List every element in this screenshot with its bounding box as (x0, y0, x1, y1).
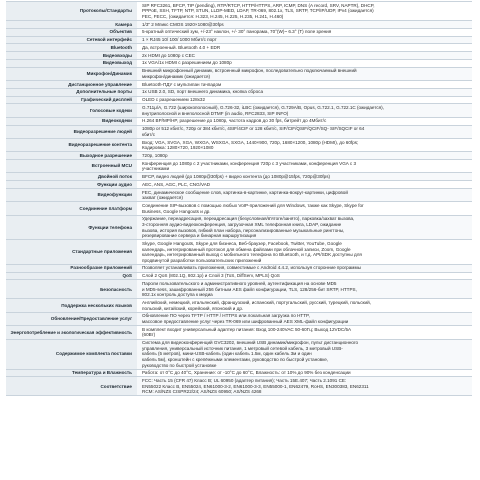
spec-label: Обновление/Предоставление услуг (6, 312, 137, 325)
spec-row (6, 369, 472, 377)
spec-label: Микрофон/Динамик (6, 67, 137, 80)
spec-value-line: BFCP, видео людей (до 1080p@30fps) + видео контента (до 1080p@15fps, 720p@30fps) (142, 174, 331, 180)
spec-row (6, 299, 472, 312)
spec-value-line: SIP RFC3261, BFCP, TIP (pending), RTP/RTCP, HTTP/HTTPS, ARP, ICMP, DNS (A record, SRV, NAPTR), DHCP, (142, 2, 375, 8)
spec-value (137, 377, 472, 396)
spec-value (137, 81, 472, 89)
spec-label: Видеофункции (6, 189, 137, 202)
spec-value (137, 36, 472, 44)
spec-value-line: 2x HDMI до 1080p с CEC (142, 52, 195, 58)
spec-value-line: Skype, Google Hangouts, Skype для бизнеса, Веб-браузер, Facebook, Twitter, YouTube, Google (142, 240, 342, 246)
spec-row (6, 152, 472, 160)
spec-value-line: 1/3" 2 Мпикс CMOS 1920×1080@30fps (142, 21, 224, 27)
spec-label: Выходное разрешение (6, 152, 137, 160)
spec-value (137, 326, 472, 339)
spec-label: Встроенный MCU (6, 160, 137, 173)
spec-value-line: (60Вт) (142, 332, 156, 338)
spec-value-line: кбит/с (142, 131, 155, 137)
spec-label: Безопасность (6, 280, 137, 299)
spec-row (6, 173, 472, 181)
spec-label: Содержимое комплекта поставки (6, 339, 137, 369)
spec-value (137, 369, 472, 377)
spec-row (6, 44, 472, 52)
spec-value (137, 189, 472, 202)
spec-value-line: 3-сторонняя аудио-видеоконференция, загрузочная XML телефонная книга, LDAP, ожидание (142, 221, 342, 227)
spec-value-line: 1 × RJ45 10/ 100/ 1000 Мбит/с порт (142, 37, 217, 43)
spec-label: Функции телефона (6, 215, 137, 240)
spec-value-line: Система для видеоконференций GVC3202, внешний USB динамик/микрофон, пульт дистанционного (142, 340, 359, 346)
spec-row (6, 339, 472, 369)
spec-value-line: В комплект входит универсальный адаптер питания: Вход 100-240VAC 50-60Гц; Выход 12VDC/5A (142, 326, 352, 332)
spec-value-line: Пароли пользовательского и административного уровней, аутентификация на основе MD5 (142, 281, 337, 287)
spec-label: Дистанционное управление (6, 81, 137, 89)
spec-label: Голосовые кодеки (6, 104, 137, 117)
spec-label: Видеовходы (6, 52, 137, 60)
spec-row (6, 36, 472, 44)
spec-value-line: и MD5-sess, зашифрованный 256 битным AES файл конфигурации, TLS, 128/256-бит SRTP, HTTPS, (142, 286, 357, 292)
spec-row (6, 138, 472, 151)
spec-row (6, 240, 472, 265)
spec-value-line: продвинутой разработки пользовательских приложений (142, 257, 262, 263)
spec-row (6, 264, 472, 272)
spec-row (6, 280, 472, 299)
spec-label: Сетевой интерфейс (6, 36, 137, 44)
spec-value (137, 59, 472, 67)
spec-value-line: кабель 5м), кронштейн с крепёжными элементами, руководство по быстрой установке, (142, 356, 329, 362)
spec-label: Температура и Влажность (6, 369, 137, 377)
spec-value (137, 240, 472, 265)
spec-row (6, 20, 472, 28)
spec-label: Протоколы/Стандарты (6, 2, 137, 21)
spec-label: Поддержка нескольких языков (6, 299, 137, 312)
spec-value (137, 272, 472, 280)
spec-value (137, 339, 472, 369)
spec-label: Объектив (6, 28, 137, 36)
spec-label: Видеоразрешение людей (6, 125, 137, 138)
spec-value-line: 1080p or 512 кбит/с, 720p or 384 кбит/с, 4SIF/4CIF or 128 кбит/с, SIF/CIF/QSIF/QCIF/SQ- SIF/SQCIF or 64 (142, 126, 365, 132)
spec-value-line: FEC, динамическое сообщение слов, картинка-в-картинке, картинка-вокруг-картинки, цифровой (142, 189, 348, 195)
spec-value-line: OLED с разрешением 128x32 (142, 97, 206, 103)
spec-value-line: 5-кратный оптический зум, +/-23° наклон, +/- 30° панорама, 70°(W)~ 6.3° (T) поле зрения (142, 29, 332, 35)
spec-value-line: Внешний микрофонный динамик, встроенный микрофон, последовательно подключаемый внешний (142, 68, 357, 74)
spec-value-line: Соединение SIP-вызовов с помощью любых VoIP-приложений для Windows, также как Skype, Skype for (142, 202, 364, 208)
spec-row (6, 81, 472, 89)
spec-value (137, 173, 472, 181)
spec-value-line: Кодировка: 1280×720, 1920×1080 (142, 145, 214, 151)
spec-value (137, 280, 472, 299)
spec-row (6, 189, 472, 202)
spec-row (6, 272, 472, 280)
spec-value (137, 312, 472, 325)
spec-row (6, 52, 472, 60)
spec-value-line: руководство по быстрой установке (142, 362, 217, 368)
spec-value-line: H.264 BP/MP/HP, разрешение до 1080p, частота кадров до 30 fps, битрейт до 4Мбит/с (142, 118, 327, 124)
spec-value (137, 181, 472, 189)
spec-value-line: Позволяет устанавливать приложения, совместимые с Android 4.4.2, используя сторонние программы (142, 265, 361, 271)
spec-table-body (6, 2, 472, 396)
spec-value-line: 1x USB 2.0, SD, порт внешнего динамика, кнопка сброса (142, 89, 264, 95)
spec-label: Функции аудио (6, 181, 137, 189)
spec-row (6, 96, 472, 104)
spec-value-line: Работа: от 0°C до 40°C, Хранение: от -10°C до 60°C, Влажность: от 10% до 90% без конденсации (142, 370, 351, 376)
spec-value-line: AEC, ANS, AGC, PLC, CNG/VAD (142, 181, 211, 187)
spec-value-line: RCM: AS/NZS CISPR22/24; AS/NZS 60950; AS/NZS 4268 (142, 389, 262, 395)
spec-label: Графический дисплей (6, 96, 137, 104)
spec-value (137, 299, 472, 312)
spec-table (6, 1, 472, 396)
spec-value (137, 264, 472, 272)
spec-value-line: G.711μ/A, G.722 (широкополосный), G.726-32, iLBC (ожидается), G.729A/B, Opus, G.722.1, G.722.1C (ожидается), (142, 104, 384, 110)
spec-label: Соединение платформ (6, 202, 137, 215)
spec-value-line: Удержание, переадресация, переадресация (безусловная/в'ятоге/занято), парковка/захват вызова, (142, 216, 355, 222)
spec-row (6, 181, 472, 189)
spec-value (137, 104, 472, 117)
spec-row (6, 202, 472, 215)
spec-row (6, 377, 472, 396)
spec-value-line: управления, универсальный источник питания, 1 метровый сетевой кабель, 3 метровый USB- (142, 345, 343, 351)
spec-row (6, 117, 472, 125)
spec-label: Соответствие (6, 377, 137, 396)
spec-value-line: EN55022 Класс B, EN55024, EN61000-3-2, EN61000-3-3, EN55000-1, EN62479, RoHS, EN300383, EN62311 (142, 383, 369, 389)
spec-value-line: кабель (5 метров), мини-USB-кабель (один кабель 1.5м, один кабель 3м и один (142, 351, 312, 357)
spec-label: Разнообразие приложений (6, 264, 137, 272)
spec-value (137, 28, 472, 36)
spec-value (137, 44, 472, 52)
spec-value (137, 117, 472, 125)
spec-row (6, 67, 472, 80)
spec-value-line: Английский, немецкий, итальянский, французский, испанский, португальский, русский, турецкий, польский, (142, 300, 371, 305)
spec-value (137, 125, 472, 138)
spec-value-line: FEC, FECC, (ожидается: H.323, H.245, H.225, H.235, H.241, H.460) (142, 13, 284, 19)
spec-label: QoS (6, 272, 137, 280)
spec-label: Стандартные приложения (6, 240, 137, 265)
spec-label: Камера (6, 20, 137, 28)
spec-value-line: Business, Google Hangouts и др. (142, 208, 211, 214)
spec-value-line: массовое предоставление услуг через TR-069 или шифрованный AES XML-файл конфигурации (142, 318, 349, 324)
spec-value-line: календарь, интегрированный протокол для обмена файлами при облачной записи, Zoom, Google (142, 246, 351, 252)
spec-row (6, 104, 472, 117)
spec-value-line: календарь, интегрированный выход с мобильного телефона по Bluetooth, и т.д. API/SDK доступны для (142, 252, 362, 258)
spec-value-line: 720p, 1080p (142, 152, 168, 158)
spec-value-line: микрофон/динамик (ожидается) (142, 73, 211, 79)
spec-value (137, 96, 472, 104)
spec-row (6, 2, 472, 21)
spec-value-line: FCC: Часть 15 (CFR 47) Класс B; UL 60950 (адаптер питания); Часть 15E.407; Часть 2.1091 CE: (142, 378, 347, 384)
spec-value-line: Обновление ПО через TFTP / HTTP / HTTPS или локальная загрузка по HTTP, (142, 313, 310, 319)
spec-label: Видеовыход (6, 59, 137, 67)
spec-value-line: Вход: VGA, SVGA, XGA, WXGA, WSXGA, SXGA, 1440×900, 720p, 1680×1200, 1080p (HDMI), до 60fps; (142, 139, 359, 145)
spec-row (6, 326, 472, 339)
spec-value-line: Bluetooth-ПДУ с мультипан тачпадом (142, 81, 222, 87)
spec-value-line: польский, китайский, корейский, японский и др. (142, 305, 244, 311)
spec-value (137, 67, 472, 80)
spec-value-line: 802.1x контроль доступа к медиа (142, 292, 213, 298)
spec-value (137, 52, 472, 60)
spec-value (137, 20, 472, 28)
spec-value (137, 160, 472, 173)
spec-row (6, 312, 472, 325)
spec-value-line: 1x VGA/1x HDMI с разрешением до 1080p (142, 60, 232, 66)
spec-label: Видеоразрешение контента (6, 138, 137, 151)
spec-value (137, 202, 472, 215)
spec-row (6, 125, 472, 138)
spec-value-line: Слой 2 QoS (802.1Q, 802.1p) и Слой 3 (ToS, DiffServ, MPLS) QoS (142, 273, 280, 279)
spec-row (6, 28, 472, 36)
spec-row (6, 215, 472, 240)
spec-label: Дополнительные порты (6, 88, 137, 96)
spec-row (6, 59, 472, 67)
spec-value-line: Конференция до 1080p с 2 участниками, конференция 720p с 3 участниками, конференция VGA с 3 (142, 160, 356, 166)
spec-label: Двойной поток (6, 173, 137, 181)
spec-value-line: вызова, история вызовов, гибкий план набора, персонализированные музыкальные рингтоны, (142, 227, 345, 233)
spec-value-line: PPPoE, SSH, TFTP, NTP, STUN, LLDP-MED, LDAP, TR-069, 802.1x, TLS, SRTP, TCP/IP/UDP, IPv4 (ожидается) (142, 8, 374, 14)
spec-value (137, 88, 472, 96)
spec-value-line: участниками (142, 166, 170, 172)
spec-value (137, 215, 472, 240)
spec-value (137, 138, 472, 151)
spec-value-line: захват (ожидается) (142, 195, 183, 201)
spec-value (137, 2, 472, 21)
spec-label: Видеокодеки (6, 117, 137, 125)
spec-value (137, 152, 472, 160)
spec-value-line: внутриполосной и внеполосной DTMF (in audio, RFC2833, SIP INFO) (142, 110, 289, 116)
spec-value-line: Да, встроенный. Bluetooth 4.0 + EDR (142, 44, 221, 50)
spec-row (6, 88, 472, 96)
spec-row (6, 160, 472, 173)
spec-label: Bluetooth (6, 44, 137, 52)
spec-value-line: резервирование сервера и бинарная маршрутизация (142, 233, 257, 239)
spec-label: Энергопотребление и экологическая эффективность (6, 326, 137, 339)
